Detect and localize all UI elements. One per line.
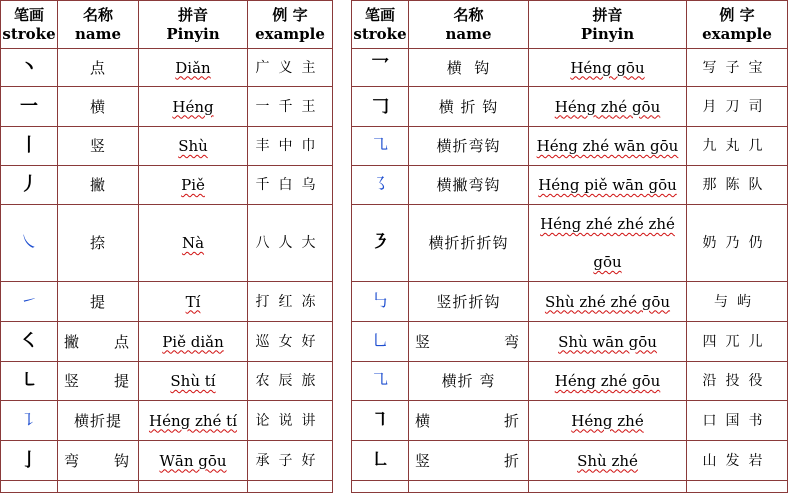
stroke-pinyin: Shù zhé — [529, 441, 687, 481]
stroke-example: 广义主 — [248, 49, 333, 87]
stroke-pinyin: Tí — [139, 282, 248, 322]
stroke-name: 横 — [58, 87, 139, 127]
header-row — [1, 1, 333, 49]
stroke-glyph: ㇕ — [352, 401, 409, 441]
stroke-name: 撇 — [58, 166, 139, 205]
header-name: 名称 name — [409, 1, 529, 49]
table-row — [1, 441, 333, 481]
stroke-name: 竖 弯 — [409, 322, 529, 362]
stroke-glyph: 乛 — [352, 49, 409, 87]
stroke-glyph: ㇏ — [1, 205, 58, 282]
stroke-example: 八人大 — [248, 205, 333, 282]
stroke-glyph: ㇄ — [1, 362, 58, 401]
stroke-pinyin: Héng zhé — [529, 401, 687, 441]
stroke-pinyin: Wān gōu — [139, 441, 248, 481]
stroke-pinyin: Héng zhé zhé zhé gōu — [529, 205, 687, 282]
stroke-example: 山发岩 — [687, 441, 788, 481]
stroke-pinyin: Shù tí — [139, 362, 248, 401]
stroke-example: 奶乃仍 — [687, 205, 788, 282]
table-row — [352, 282, 788, 322]
table-row — [1, 127, 333, 166]
left-stroke-table — [0, 0, 333, 493]
stroke-pinyin: Shù wān gōu — [529, 322, 687, 362]
header-example: 例 字 example — [248, 1, 333, 49]
stroke-example: 丰中巾 — [248, 127, 333, 166]
stroke-example: 论说讲 — [248, 401, 333, 441]
stroke-name: 撇 点 — [58, 322, 139, 362]
stroke-pinyin: Diǎn — [139, 49, 248, 87]
stroke-pinyin: Shù — [139, 127, 248, 166]
stroke-glyph: ㇛ — [1, 322, 58, 362]
stroke-pinyin: Héng zhé gōu — [529, 87, 687, 127]
stroke-pinyin: Héng piě wān gōu — [529, 166, 687, 205]
stroke-name: 横 折 钩 — [409, 87, 529, 127]
stroke-name: 横折折折钩 — [409, 205, 529, 282]
header-pinyin: 拼音 Pinyin — [139, 1, 248, 49]
stroke-pinyin: Héng zhé wān gōu — [529, 127, 687, 166]
stroke-name: 弯 钩 — [58, 441, 139, 481]
stroke-pinyin: Héng gōu — [529, 49, 687, 87]
stroke-example: 巡女好 — [248, 322, 333, 362]
header-example: 例 字 example — [687, 1, 788, 49]
stroke-name: 点 — [58, 49, 139, 87]
header-stroke: 笔画 stroke — [1, 1, 58, 49]
stroke-name: 横折 弯 — [409, 362, 529, 401]
table-row — [1, 166, 333, 205]
stroke-pinyin: Héng — [139, 87, 248, 127]
header-pinyin: 拼音 Pinyin — [529, 1, 687, 49]
stroke-pinyin: Piě — [139, 166, 248, 205]
stroke-example: 与屿 — [687, 282, 788, 322]
stroke-glyph: ㇀ — [1, 282, 58, 322]
stroke-name: 竖 提 — [58, 362, 139, 401]
stroke-glyph: ㇈ — [352, 362, 409, 401]
stroke-glyph: ㇊ — [1, 401, 58, 441]
header-row — [352, 1, 788, 49]
stroke-example: 沿投役 — [687, 362, 788, 401]
stroke-pinyin: Héng zhé tí — [139, 401, 248, 441]
stroke-name: 竖 — [58, 127, 139, 166]
table-row — [1, 401, 333, 441]
stroke-glyph: ㇋ — [352, 205, 409, 282]
table-row — [1, 49, 333, 87]
stroke-example: 打红冻 — [248, 282, 333, 322]
stroke-glyph: 亅 — [1, 441, 58, 481]
stroke-example: 口国书 — [687, 401, 788, 441]
stroke-name: 竖 折 — [409, 441, 529, 481]
table-row — [352, 401, 788, 441]
stroke-example: 一千王 — [248, 87, 333, 127]
table-row — [352, 441, 788, 481]
stroke-example: 农辰旅 — [248, 362, 333, 401]
table-row — [352, 166, 788, 205]
stroke-glyph: ㇉ — [352, 282, 409, 322]
stroke-example: 承子好 — [248, 441, 333, 481]
stroke-example: 九丸几 — [687, 127, 788, 166]
header-stroke: 笔画 stroke — [352, 1, 409, 49]
table-row — [352, 127, 788, 166]
stroke-glyph: ㇌ — [352, 166, 409, 205]
stroke-name: 横折弯钩 — [409, 127, 529, 166]
table-row — [1, 362, 333, 401]
stroke-glyph: 丿 — [1, 166, 58, 205]
stroke-glyph: ㇈ — [352, 127, 409, 166]
table-row — [1, 322, 333, 362]
stroke-glyph: 丨 — [1, 127, 58, 166]
stroke-name: 提 — [58, 282, 139, 322]
stroke-example: 写子宝 — [687, 49, 788, 87]
stroke-name: 竖折折钩 — [409, 282, 529, 322]
table-row — [352, 362, 788, 401]
stroke-name: 捺 — [58, 205, 139, 282]
stroke-name: 横 折 — [409, 401, 529, 441]
stroke-pinyin: Héng zhé gōu — [529, 362, 687, 401]
stroke-pinyin: Piě diǎn — [139, 322, 248, 362]
stroke-example: 四兀儿 — [687, 322, 788, 362]
stroke-glyph: ㇟ — [352, 322, 409, 362]
table-row — [352, 322, 788, 362]
right-stroke-table — [351, 0, 788, 493]
table-row — [352, 49, 788, 87]
stroke-pinyin: Nà — [139, 205, 248, 282]
table-row — [1, 205, 333, 282]
table-row — [352, 205, 788, 282]
stroke-example: 那陈队 — [687, 166, 788, 205]
stroke-name: 横折提 — [58, 401, 139, 441]
stroke-glyph: 丶 — [1, 49, 58, 87]
stroke-pinyin: Shù zhé zhé gōu — [529, 282, 687, 322]
table-row — [352, 87, 788, 127]
stroke-name: 横 钩 — [409, 49, 529, 87]
stroke-name: 横撇弯钩 — [409, 166, 529, 205]
stroke-glyph: 𠃌 — [352, 87, 409, 127]
table-row — [1, 282, 333, 322]
stroke-example: 千白乌 — [248, 166, 333, 205]
stroke-glyph: ㇗ — [352, 441, 409, 481]
table-row — [1, 87, 333, 127]
stroke-glyph: 一 — [1, 87, 58, 127]
stroke-example: 月刀司 — [687, 87, 788, 127]
header-name: 名称 name — [58, 1, 139, 49]
